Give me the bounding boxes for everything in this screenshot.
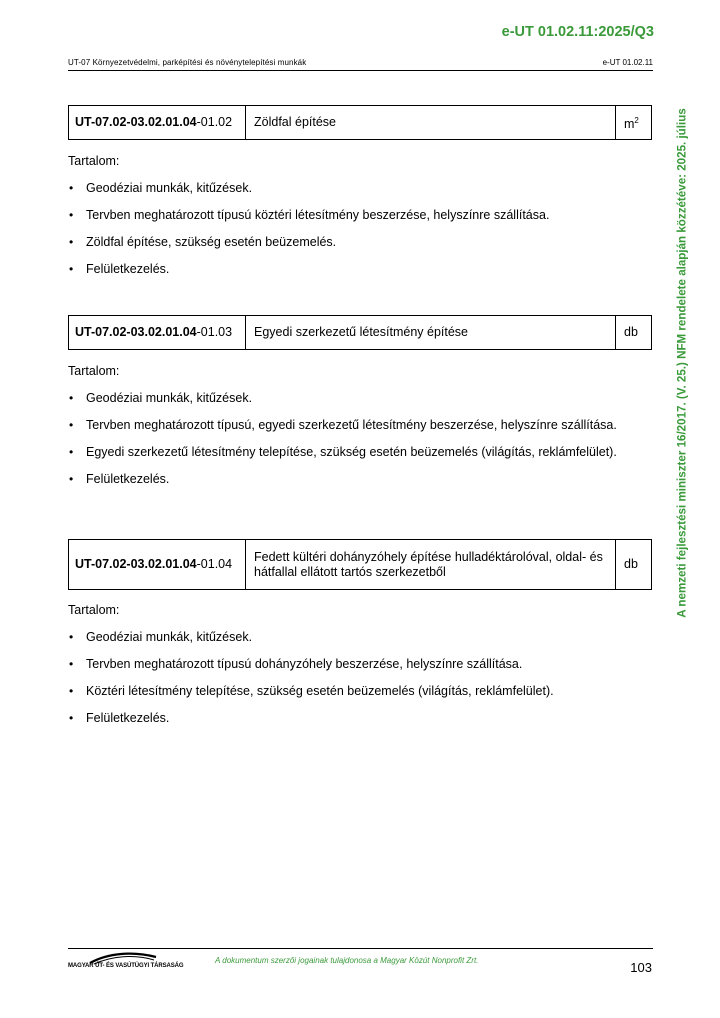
item-code [69, 316, 246, 350]
item-content-section [68, 154, 658, 277]
list-item: • Tervben meghatározott típusú, egyedi szerkezetű létesítmény beszerzése, helyszínre szállítása. [68, 418, 658, 433]
item-unit-base: db [624, 557, 638, 571]
company-logo [68, 951, 184, 973]
item-unit-sup: 2 [634, 115, 639, 125]
list-item: • Geodéziai munkák, kitűzések. [68, 181, 658, 196]
item-name: Fedett kültéri dohányzóhely építése hulladéktárolóval, oldal- és hátfallal ellátott tartós szerkezetből [246, 540, 616, 590]
item-unit [616, 316, 652, 350]
document-code: e-UT 01.02.11:2025/Q3 [501, 24, 654, 40]
item-unit [616, 540, 652, 590]
list-item: • Geodéziai munkák, kitűzések. [68, 391, 658, 406]
footer-divider [68, 948, 653, 949]
item-code-suffix: -01.02 [196, 115, 233, 129]
page-header [68, 59, 653, 71]
list-item: • Geodéziai munkák, kitűzések. [68, 630, 658, 645]
content-label: Tartalom: [68, 603, 120, 617]
item-code [69, 540, 246, 590]
content-list [68, 391, 658, 487]
side-publication-note [672, 96, 692, 630]
item-unit [616, 106, 652, 140]
list-item: • Köztéri létesítmény telepítése, szükség esetén beüzemelés (világítás, reklámfelület). [68, 684, 658, 699]
item-content-section [68, 603, 658, 726]
list-item: • Zöldfal építése, szükség esetén beüzemelés. [68, 235, 658, 250]
logo-text: MAGYAR ÚT- ÉS VASÚTÜGYI TÁRSASÁG [68, 963, 184, 969]
item-code [69, 106, 246, 140]
item-unit-base: m [624, 117, 635, 132]
list-item: • Tervben meghatározott típusú köztéri létesítmény beszerzése, helyszínre szállítása. [68, 208, 658, 223]
item-header-table [68, 315, 652, 350]
list-item: • Felületkezelés. [68, 262, 658, 277]
header-chapter-title: UT-07 Környezetvédelmi, parképítési és növénytelepítési munkák [68, 58, 307, 67]
item-unit-base: db [624, 325, 638, 339]
header-doc-id: e-UT 01.02.11 [602, 58, 653, 67]
content-list [68, 630, 658, 726]
content-label: Tartalom: [68, 364, 120, 378]
item-header-table [68, 105, 652, 140]
list-item: • Tervben meghatározott típusú dohányzóhely beszerzése, helyszínre szállítása. [68, 657, 658, 672]
content-label: Tartalom: [68, 154, 120, 168]
footer-copyright: A dokumentum szerzői jogainak tulajdonosa a Magyar Közút Nonprofit Zrt. [215, 956, 479, 965]
item-code-bold: UT-07.02-03.02.01.04 [75, 115, 197, 129]
page-number: 103 [630, 960, 652, 975]
item-code-suffix: -01.03 [196, 325, 233, 339]
item-code-bold: UT-07.02-03.02.01.04 [75, 325, 197, 339]
item-code-suffix: -01.04 [196, 557, 233, 571]
content-list [68, 181, 658, 277]
list-item: • Egyedi szerkezetű létesítmény telepítése, szükség esetén beüzemelés (világítás, reklámfelület). [68, 445, 658, 460]
item-code-bold: UT-07.02-03.02.01.04 [75, 557, 197, 571]
list-item: • Felületkezelés. [68, 711, 658, 726]
item-content-section [68, 364, 658, 487]
item-header-table [68, 539, 652, 590]
item-name: Egyedi szerkezetű létesítmény építése [246, 316, 616, 350]
side-publication-note-text: A nemzeti fejlesztési miniszter 16/2017. (V. 25.) NFM rendelete alapján közzétéve: 2025. július [675, 108, 689, 618]
item-name: Zöldfal építése [246, 106, 616, 140]
list-item: • Felületkezelés. [68, 472, 658, 487]
